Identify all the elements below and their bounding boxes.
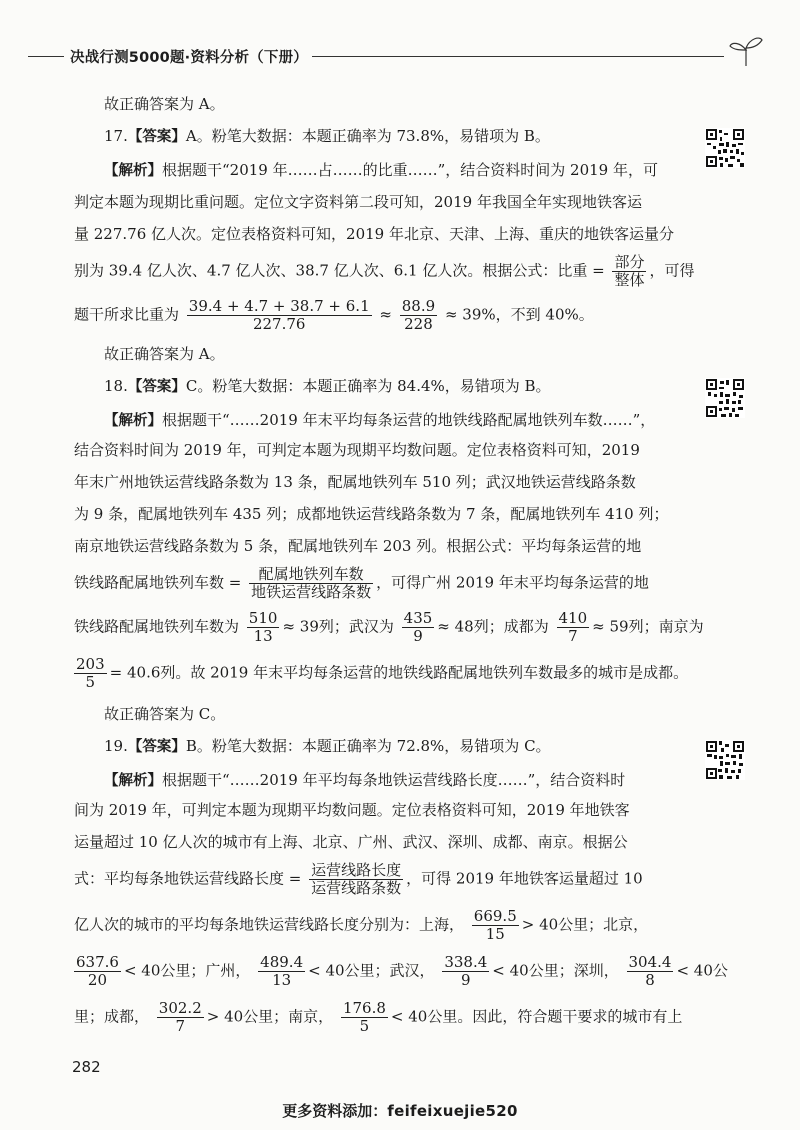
fraction	[627, 954, 674, 989]
fraction-denominator: 13	[253, 627, 273, 645]
fraction-numerator: 489.4	[260, 953, 304, 971]
text-line: 判定本题为现期比重问题。定位文字资料第二段可知，2019 年我国全年实现地铁客运	[74, 193, 642, 211]
fraction	[557, 610, 590, 645]
text-span: 题干所求比重为	[74, 305, 180, 324]
formula-line	[74, 908, 648, 943]
fraction-denominator: 13	[272, 971, 292, 989]
fraction	[341, 1000, 388, 1035]
explanation-text: 根据题干“……2019 年平均每条地铁运营线路长度……”，结合资料时	[162, 771, 626, 789]
fraction	[472, 908, 519, 943]
running-header	[0, 44, 800, 68]
text-span: ≈ 59列；南京为	[592, 617, 704, 636]
explanation-label: 【解析】	[104, 773, 162, 789]
formula-line	[74, 566, 649, 601]
text-line: 故正确答案为 A。	[104, 345, 225, 363]
q17-answer-line	[104, 126, 550, 147]
answer-label: 【答案】	[127, 129, 186, 145]
text-span: < 40公里；深圳，	[492, 961, 619, 980]
book-title: 决战行测5000题·资料分析（下册）	[70, 50, 308, 66]
text-span: 亿人次的城市的平均每条地铁运营线路长度分别为：上海，	[74, 915, 465, 934]
text-line: 南京地铁运营线路条数为 5 条，配属地铁列车 203 列。根据公式：平均每条运营的地	[74, 537, 642, 555]
answer-text: A。粉笔大数据：本题正确率为 73.8%，易错项为 B。	[185, 127, 550, 145]
q18-answer-line	[104, 376, 551, 397]
fraction	[157, 1000, 204, 1035]
fraction	[258, 954, 305, 989]
explanation-label: 【解析】	[104, 413, 162, 429]
fraction-denominator: 7	[568, 627, 578, 645]
text-span: ，可得	[649, 261, 695, 280]
fraction-numerator: 338.4	[444, 953, 488, 971]
footer-label: 更多资料添加：	[282, 1102, 388, 1120]
fraction-denominator: 5	[359, 1017, 370, 1035]
text-span: < 40公里；广州，	[123, 961, 251, 980]
page-number: 282	[72, 1058, 101, 1076]
fraction-numerator: 637.6	[76, 953, 119, 971]
text-span: ≈ 39%，不到 40%。	[444, 305, 594, 324]
q19-answer-line	[104, 736, 551, 757]
answer-text: C。粉笔大数据：本题正确率为 84.4%，易错项为 B。	[185, 377, 551, 395]
text-span: ，可得广州 2019 年末平均每条运营的地	[376, 573, 649, 592]
formula-line	[74, 254, 695, 289]
fraction-numerator: 88.9	[401, 297, 436, 315]
sprout-icon	[726, 34, 766, 68]
header-rule-right	[312, 56, 724, 57]
formula-line	[74, 954, 728, 989]
text-span: < 40公	[676, 961, 728, 980]
fraction	[247, 610, 280, 645]
footer-id: feifeixuejie520	[387, 1102, 518, 1120]
fraction-denominator: 7	[175, 1017, 186, 1035]
text-line: 间为 2019 年，可判定本题为现期平均数问题。定位表格资料可知，2019 年地铁客	[74, 801, 630, 819]
text-span: 式：平均每条地铁运营线路长度 =	[74, 869, 302, 888]
answer-text: B。粉笔大数据：本题正确率为 72.8%，易错项为 C。	[185, 737, 551, 755]
fraction	[74, 954, 121, 989]
fraction	[442, 954, 489, 989]
question-number: 18.	[104, 377, 128, 395]
header-rule-left	[28, 56, 64, 57]
footer-note	[0, 1100, 800, 1121]
question-number: 17.	[104, 127, 128, 145]
question-number: 19.	[104, 737, 128, 755]
text-span: > 40公里；北京，	[521, 915, 649, 934]
explanation-text: 根据题干“……2019 年末平均每条运营的地铁线路配属地铁列车数……”，	[162, 411, 656, 429]
text-line: 故正确答案为 C。	[104, 705, 226, 723]
fraction-denominator: 运营线路条数	[311, 879, 402, 897]
text-span: ≈ 48列；成都为	[437, 617, 549, 636]
text-span: 铁线路配属地铁列车数 =	[74, 573, 242, 592]
text-line: 量 227.76 亿人次。定位表格资料可知，2019 年北京、天津、上海、重庆的地铁客运量分	[74, 225, 674, 243]
qr-code-icon[interactable]	[705, 740, 745, 780]
fraction-denominator: 20	[87, 971, 108, 989]
q17-explanation-line	[104, 160, 658, 181]
fraction	[187, 298, 372, 333]
fraction-denominator: 5	[85, 673, 96, 691]
explanation-text: 根据题干“2019 年……占……的比重……”，结合资料时间为 2019 年，可	[162, 161, 658, 179]
text-span: ≈ 39列；武汉为	[282, 617, 394, 636]
qr-code-icon[interactable]	[705, 378, 745, 418]
fraction-numerator: 176.8	[342, 999, 386, 1017]
fraction	[402, 610, 435, 645]
fraction-numerator: 304.4	[628, 953, 672, 971]
fraction-denominator: 227.76	[252, 315, 306, 333]
text-span: < 40公里。因此，符合题干要求的城市有上	[390, 1007, 683, 1026]
fraction-denominator: 整体	[614, 271, 645, 289]
text-span: 里；成都，	[74, 1007, 150, 1026]
fraction-denominator: 8	[645, 971, 655, 989]
text-span: ，可得 2019 年地铁客运量超过 10	[406, 869, 643, 888]
fraction-denominator: 地铁运营线路条数	[251, 583, 372, 601]
text-span: 铁线路配属地铁列车数为	[74, 617, 240, 636]
answer-label: 【答案】	[127, 739, 186, 755]
fraction-numerator: 39.4 + 4.7 + 38.7 + 6.1	[188, 297, 370, 315]
text-span: > 40公里；南京，	[206, 1007, 334, 1026]
fraction-numerator: 203	[76, 655, 105, 673]
q18-explanation-line	[104, 410, 655, 431]
text-line: 为 9 条，配属地铁列车 435 列；成都地铁运营线路条数为 7 条，配属地铁列车 410 列；	[74, 505, 669, 523]
answer-label: 【答案】	[127, 379, 186, 395]
fraction-numerator: 669.5	[473, 907, 517, 925]
fraction-denominator: 9	[413, 627, 423, 645]
text-line: 年末广州地铁运营线路条数为 13 条，配属地铁列车 510 列；武汉地铁运营线路条数	[74, 473, 636, 491]
text-span: ≈	[379, 305, 392, 324]
text-span: < 40公里；武汉，	[308, 961, 435, 980]
text-line: 故正确答案为 A。	[104, 95, 225, 113]
fraction-denominator: 15	[485, 925, 505, 943]
fraction-numerator: 435	[403, 609, 433, 627]
fraction-numerator: 410	[558, 609, 588, 627]
fraction-numerator: 部分	[614, 253, 645, 271]
fraction-numerator: 510	[248, 609, 278, 627]
fraction-numerator: 配属地铁列车数	[249, 566, 373, 584]
fraction	[249, 566, 373, 601]
formula-line	[74, 862, 643, 897]
formula-line	[74, 610, 704, 645]
fraction	[612, 254, 646, 289]
formula-line	[74, 298, 594, 333]
fraction	[400, 298, 437, 333]
explanation-label: 【解析】	[104, 163, 162, 179]
text-line: 运量超过 10 亿人次的城市有上海、北京、广州、武汉、深圳、成都、南京。根据公	[74, 833, 628, 851]
qr-code-icon[interactable]	[705, 128, 745, 168]
fraction-denominator: 228	[404, 315, 433, 333]
formula-line	[74, 656, 688, 691]
text-line: 结合资料时间为 2019 年，可判定本题为现期平均数问题。定位表格资料可知，2019	[74, 441, 640, 459]
text-span: = 40.6列。故 2019 年末平均每条运营的地铁线路配属地铁列车数最多的城市是成都。	[109, 663, 689, 682]
fraction-denominator: 9	[461, 971, 471, 989]
fraction-numerator: 302.2	[158, 999, 202, 1017]
fraction	[309, 862, 403, 897]
fraction-numerator: 运营线路长度	[311, 861, 402, 879]
text-span: 别为 39.4 亿人次、4.7 亿人次、38.7 亿人次、6.1 亿人次。根据公式：比重 =	[74, 261, 605, 280]
formula-line	[74, 1000, 682, 1035]
q19-explanation-line	[104, 770, 625, 791]
fraction	[74, 656, 107, 691]
